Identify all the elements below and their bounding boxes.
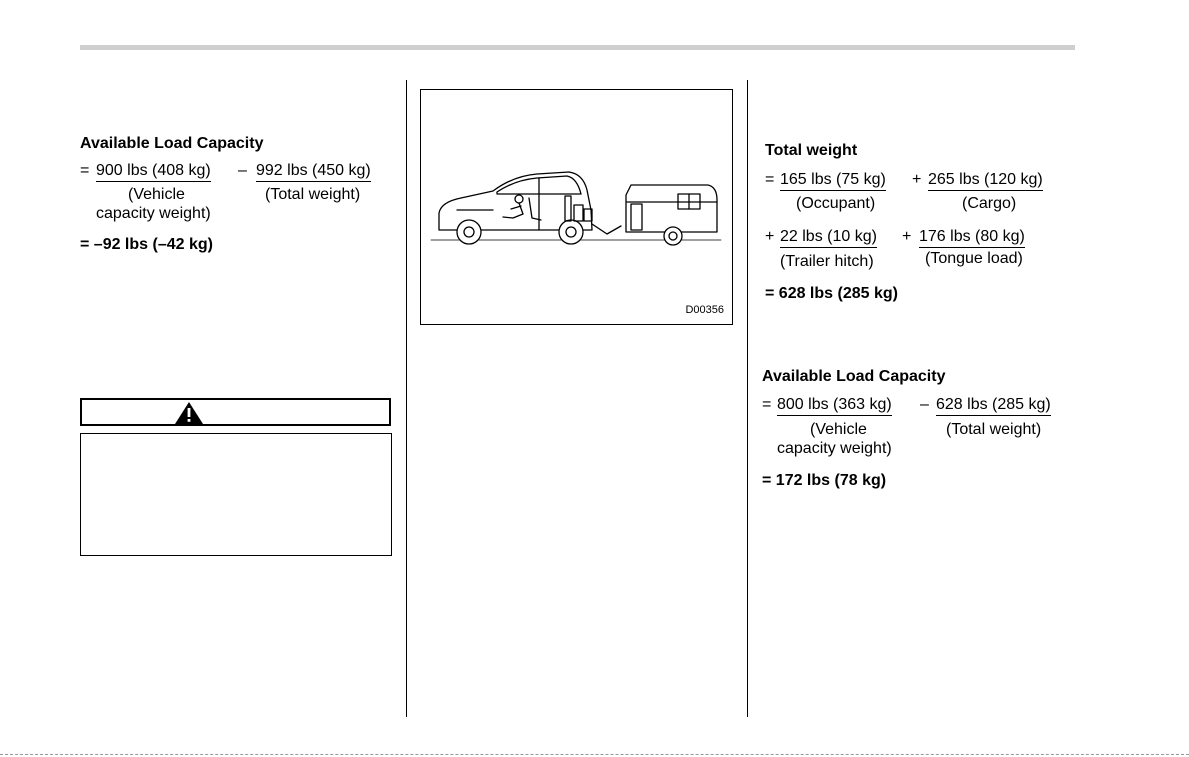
total-weight-heading: Total weight	[765, 142, 858, 159]
warning-triangle-icon	[174, 401, 204, 425]
row3-minus-sign: –	[920, 396, 929, 413]
warning-header	[80, 398, 391, 426]
cargo-label: (Cargo)	[962, 195, 1017, 212]
car-towing-trailer-illustration	[421, 90, 732, 324]
left-capacity-heading: Available Load Capacity	[80, 135, 264, 152]
figure-code: D00356	[685, 304, 724, 316]
page-bottom-dashes	[0, 754, 1189, 755]
occupant-value: 165 lbs (75 kg)	[780, 171, 886, 191]
right-capacity-result: = 172 lbs (78 kg)	[762, 472, 887, 489]
trailer-hitch-label: (Trailer hitch)	[780, 253, 874, 270]
total-weight-result: = 628 lbs (285 kg)	[765, 285, 898, 302]
cargo-value: 265 lbs (120 kg)	[928, 171, 1043, 191]
row1-plus-sign: +	[912, 171, 922, 188]
left-total-weight-label: (Total weight)	[265, 186, 361, 203]
column-divider-left	[406, 80, 407, 717]
header-rule	[80, 45, 1075, 50]
occupant-label: (Occupant)	[796, 195, 876, 212]
right-vehicle-capacity-value: 800 lbs (363 kg)	[777, 396, 892, 416]
row2-plus-sign-2: +	[902, 228, 912, 245]
right-total-weight-value: 628 lbs (285 kg)	[936, 396, 1051, 416]
row2-plus-sign-1: +	[765, 228, 775, 245]
right-vehicle-label-1: (Vehicle	[810, 421, 867, 438]
left-capacity-result: = –92 lbs (–42 kg)	[80, 236, 213, 253]
towing-figure	[420, 89, 733, 325]
warning-body	[80, 433, 392, 556]
row3-eq-sign: =	[762, 396, 772, 413]
left-total-weight-value: 992 lbs (450 kg)	[256, 162, 371, 182]
right-vehicle-label-2: capacity weight)	[777, 440, 892, 457]
tongue-load-value: 176 lbs (80 kg)	[919, 228, 1025, 248]
trailer-hitch-value: 22 lbs (10 kg)	[780, 228, 877, 248]
column-divider-right	[747, 80, 748, 717]
row1-eq-sign: =	[765, 171, 775, 188]
tongue-load-label: (Tongue load)	[925, 250, 1023, 267]
left-vehicle-label-1: (Vehicle	[128, 186, 185, 203]
left-vehicle-label-2: capacity weight)	[96, 205, 211, 222]
left-vehicle-capacity-value: 900 lbs (408 kg)	[96, 162, 211, 182]
right-capacity-heading: Available Load Capacity	[762, 368, 946, 385]
left-eq-sign: =	[80, 162, 90, 179]
right-total-weight-label: (Total weight)	[946, 421, 1042, 438]
left-minus-sign: –	[238, 162, 247, 179]
